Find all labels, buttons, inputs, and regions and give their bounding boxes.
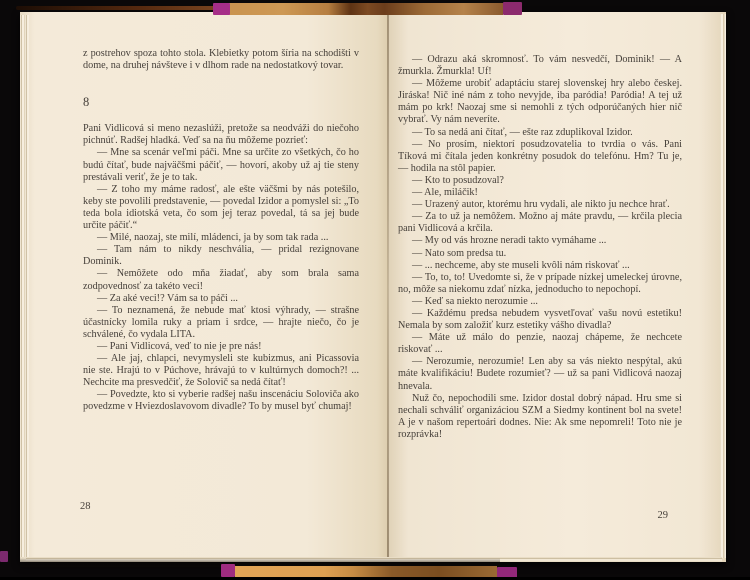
paragraph: — Za to už ja nemôžem. Možno aj máte pravdu, — krčila plecia pani Vidlicová a krčila.: [398, 211, 682, 235]
paragraph: — To neznamená, že nebude mať ktosi výhrady, — strašne účastnícky lomila ruky a priam i srdce, — hrajte niečo, čo je schválené, čo vydala LITA.: [83, 304, 359, 340]
paragraph: — Povedzte, kto si vyberie radšej našu inscenáciu Soloviča ako povedzme v Hviezdoslavovom divadle? To by musel byť chumaj!: [83, 389, 359, 413]
paragraph: — ... nechceme, aby ste museli kvôli nám riskovať ...: [412, 259, 630, 271]
page-stack-edge-right: [720, 14, 726, 558]
paragraph: — Za aké veci!? Vám sa to páči ...: [97, 292, 238, 304]
bookmark-tab-top-right: [503, 2, 522, 15]
paragraph: — Nemôžete odo mňa žiadať, aby som brala sama zodpovednosť za takéto veci!: [83, 268, 359, 292]
paragraph: — Ale, miláčik!: [412, 187, 478, 199]
page-number: 29: [657, 510, 668, 521]
page-number: 28: [80, 501, 91, 512]
paragraph: — Tam nám to nikdy neschvália, — pridal rezignovane Dominik.: [83, 244, 359, 268]
paragraph: — My od vás hrozne neradi takto vymáhame ...: [412, 235, 607, 247]
paragraph: — Nerozumie, nerozumie! Len aby sa vás niekto nespýtal, akú máte kvalifikáciu! Budete rozumieť? — už sa pani Vidlicová naozaj hnevala.: [398, 356, 682, 392]
page-block-top-edge: [221, 3, 503, 15]
opening-paragraph: Pani Vidlicová si meno nezaslúži, pretože sa neodváži do niečoho pichnúť. Radšej hladká. Veď sa na ňu môžeme pozrieť:: [83, 123, 359, 147]
paragraph: — To, to, to! Uvedomte si, že v prípade nízkej umeleckej úrovne, no, môže sa niekomu zdať nízka, jednoducho to nepochopí.: [398, 271, 682, 295]
right-page-paragraphs: [398, 54, 682, 441]
bookmark-tab-top-left: [213, 3, 230, 15]
page-stack-edge-left: [20, 15, 29, 557]
paragraph: — Milé, naozaj, ste milí, mládenci, ja by som tak rada ...: [97, 232, 329, 244]
paragraph: — Každému predsa nebudem vysvetľovať vašu novú estetiku! Nemala by som založiť kurz estetiky vášho divadla?: [398, 307, 682, 332]
chapter-number: 8: [83, 95, 90, 110]
paragraph: — Mne sa scenár veľmi páči. Mne sa určite zo všetkých, čo ho budú čítať, bude najväčšmi páčiť, — hovorí, akoby už aj tie steny prestávali veriť, že je to tak.: [83, 147, 359, 183]
right-page-text: [398, 54, 682, 441]
paragraph: — Môžeme urobiť adaptáciu starej slovenskej hry alebo českej. Jiráska! Nič iné nám z toho nevyjde, iba paródia! Paródia! A tej už mám po krk! Naozaj sme si nemohli z tých odporúčaných hier nič vybrať. Vy nám neveríte.: [398, 78, 682, 126]
paragraph: — Urazený autor, ktorému hru vydali, ale nikto ju nechce hrať.: [412, 199, 670, 211]
paragraph: — Odrazu aká skromnosť. To vám nesvedčí, Dominik! — A žmurkla. Žmurkla! Uf!: [398, 54, 682, 78]
paragraph: — Kto to posudzoval?: [412, 174, 504, 186]
paragraph: — Z toho my máme radosť, ale ešte väčšmi by nás potešilo, keby ste povolili predstavenie, — povedal Izidor a pomyslel si: „To teda bola idiotská veta, čo som jej teraz povedal, tá sa jej bude určite páčiť.“: [83, 183, 359, 232]
paragraph: — No prosím, niektorí posudzovatelia to tvrdia o vás. Pani Tíková mi čítala jeden konkrétny posudok do telefónu. Hm? Tu je, — hodila na stôl papier.: [398, 138, 682, 174]
continuation-paragraph: z postrehov spoza tohto stola. Klebietky potom šíria na schodišti v dome, na druhej návšteve i v dlhom rade na nedostatkový tovar.: [83, 48, 359, 72]
paragraph: — To sa nedá ani čítať, — ešte raz zduplikoval Izidor.: [412, 126, 633, 138]
left-page-paragraphs: [83, 147, 359, 413]
paragraph: — Nato som predsa tu.: [412, 247, 507, 259]
paragraph: — Pani Vidlicová, veď to nie je pre nás!: [97, 340, 262, 352]
book-cover-top-edge: [16, 6, 220, 10]
left-page-text: [83, 48, 359, 414]
paragraph: Nuž čo, nepochodili sme. Izidor dostal dobrý nápad. Hru sme si nechali schváliť organizáciou SZM a Siedmy kontinent bol na svete! A je v našom repertoári dodnes. Nie: Ak sme nepomreli! Toto nie je rozprávka!: [398, 392, 682, 440]
paragraph: — Keď sa niekto nerozumie ...: [412, 295, 538, 307]
bookmark-tab-bottom-left: [221, 564, 235, 577]
bookmark-tab-corner: [0, 551, 8, 562]
open-book: [20, 12, 726, 562]
paragraph: — Ale jaj, chlapci, nevymysleli ste kubizmus, ani Picassovia nie ste. Hrajú to v Púchove, hrávajú to v kultúrnych domoch?! ... Nechcite ma presvedčiť, že Solovič sa nedá čítať!: [83, 353, 359, 389]
paragraph: — Máte už málo do penzie, naozaj chápeme, že nechcete riskovať ...: [398, 332, 682, 356]
book-gutter-fold: [387, 12, 389, 562]
